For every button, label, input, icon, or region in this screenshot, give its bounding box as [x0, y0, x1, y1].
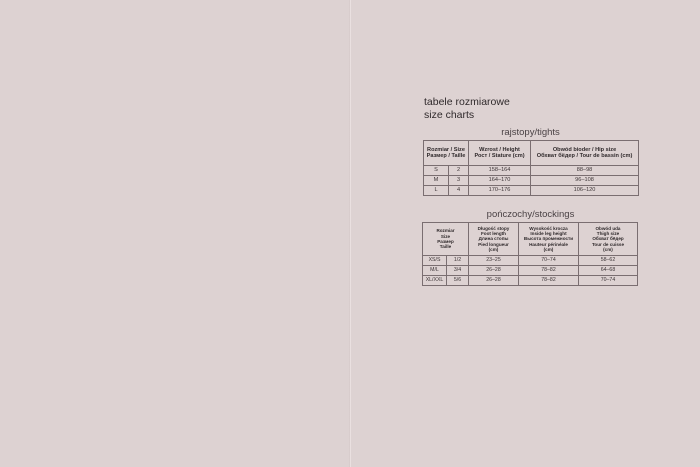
thigh-value: 64–68 [579, 266, 638, 276]
thigh-value: 70–74 [579, 276, 638, 286]
table-row [424, 176, 639, 186]
size-letter: XL/XXL [423, 276, 447, 286]
height-value: 164–170 [469, 176, 531, 186]
table-row [424, 166, 639, 176]
size-letter: M [424, 176, 449, 186]
size-letter: L [424, 186, 449, 196]
table-row [423, 266, 638, 276]
hip-value: 106–120 [531, 186, 639, 196]
hip-value: 88–98 [531, 166, 639, 176]
height-value: 158–164 [469, 166, 531, 176]
size-letter: M/L [423, 266, 447, 276]
table-row [423, 276, 638, 286]
size-number: 4 [449, 186, 469, 196]
size-number: 5/6 [447, 276, 469, 286]
tights-size-table [423, 140, 639, 196]
size-number: 2 [449, 166, 469, 176]
size-number: 1/2 [447, 256, 469, 266]
table-row [424, 186, 639, 196]
stockings-title: pończochy/stockings [486, 209, 575, 220]
header-foot-length: Długość stopy Foot length Длина стопы Pied longueur (cm) [469, 223, 519, 256]
header-hip: Obwód bioder / Hip size Обхват бёдер / Tour de bassin (cm) [531, 141, 639, 166]
size-letter: S [424, 166, 449, 176]
size-number: 3/4 [447, 266, 469, 276]
heading-english: size charts [424, 109, 475, 121]
header-height: Wzrost / Height Рост / Stature (cm) [469, 141, 531, 166]
hip-value: 96–108 [531, 176, 639, 186]
table-row [423, 256, 638, 266]
header-size: Rozmiar Size Размер Taille [423, 223, 469, 256]
foot-length-value: 23–25 [469, 256, 519, 266]
header-size: Rozmiar / Size Размер / Taille [424, 141, 469, 166]
thigh-value: 58–62 [579, 256, 638, 266]
page-heading [424, 96, 510, 122]
foot-length-value: 26–28 [469, 276, 519, 286]
height-value: 170–176 [469, 186, 531, 196]
header-thigh: Obwód uda Thigh size Обхват бёдер Tour de cuisse (cm) [579, 223, 638, 256]
table-header-row [424, 141, 639, 166]
left-page [0, 0, 349, 467]
inside-leg-value: 78–82 [519, 266, 579, 276]
stockings-size-table [422, 222, 638, 286]
tights-title: rajstopy/tights [501, 127, 560, 138]
inside-leg-value: 70–74 [519, 256, 579, 266]
size-number: 3 [449, 176, 469, 186]
heading-polish: tabele rozmiarowe [424, 96, 510, 108]
foot-length-value: 26–28 [469, 266, 519, 276]
inside-leg-value: 78–82 [519, 276, 579, 286]
header-inside-leg: Wysokość krocza Inside leg height Высота промежности Hauteur périnéale (cm) [519, 223, 579, 256]
size-letter: XS/S [423, 256, 447, 266]
table-header-row [423, 223, 638, 256]
